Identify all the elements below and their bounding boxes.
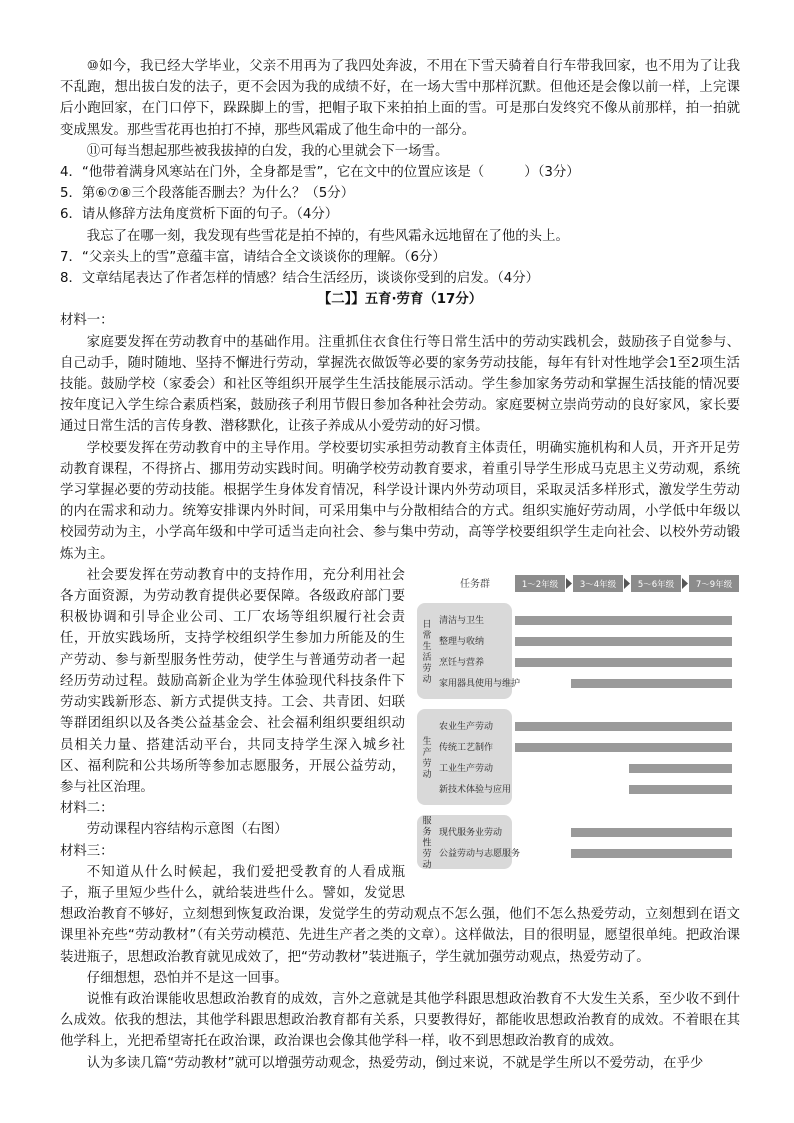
task-bar [629,785,732,794]
task-label: 现代服务业劳动 [439,827,503,838]
group-label-char: 生 [422,736,432,747]
group-label-char: 产 [422,747,432,758]
document-page [60,56,740,1074]
task-label: 公益劳动与志愿服务 [439,848,521,859]
paragraph-10: ⑩如今，我已经大学毕业，父亲不用再为了我四处奔波，不用在下雪天骑着自行车带我回家，也不用为了让我不乱跑，想出拔白发的法子，更不会因为我的成绩不好，在一场大雪中那样沉默。但他还是会像以前一样，上完课后小跑回家，在门口停下，跺跺脚上的雪，把帽子取下来拍拍上面的雪。可是那白发终究不像从前那样，拍一拍就变成黑发。那些雪花再也拍打不掉，那些风霜成了他生命中的一部分。 [60,59,740,138]
grade-header-label: 1～2年级 [521,579,559,590]
material-3-paragraph-2: 仔细想想，恐怕并不是这一回事。 [86,970,288,986]
task-label: 家用器具使用与维护 [439,678,521,689]
paragraph-11: ⑪可每当想起那些被我拔掉的白发，我的心里就会下一场雪。 [86,143,449,159]
question-7: 7．“父亲头上的雪”意蕴丰富，请结合全文谈谈你的理解。（6分） [60,249,446,265]
group-label-char: 日 [422,619,432,630]
question-6-sentence: 我忘了在哪一刻，我发现有些雪花是拍不掉的，有些风霜永远地留在了他的头上。 [86,228,569,244]
task-label: 传统工艺制作 [439,742,494,753]
task-label: 新技术体验与应用 [439,784,512,795]
labor-course-structure-figure [415,569,740,881]
task-bar [629,764,732,773]
task-label: 工业生产劳动 [439,763,494,774]
material-1-label: 材料一： [60,313,114,329]
question-5: 5．第⑥⑦⑧三个段落能否删去？为什么？（5分） [60,186,355,202]
group-label-char: 劳 [422,849,432,860]
group-label-char: 动 [422,674,432,685]
group-label-char: 动 [422,860,432,871]
task-bar [515,722,732,731]
task-bar [515,637,732,646]
task-label: 整理与收纳 [439,636,485,647]
material-3-paragraph-4: 认为多读几篇“劳动教材”就可以增强劳动观念，热爱劳动，倒过来说，不就是学生所以不爱劳动，在乎少 [86,1055,704,1071]
question-4: 4．“他带着满身风寒站在门外，全身都是雪”，它在文中的位置应该是（ ）（3分） [60,165,580,181]
group-label-char: 性 [422,838,432,849]
task-label: 农业生产劳动 [439,721,494,732]
group-label-char: 常 [422,630,432,641]
task-bar [515,658,732,667]
task-bar [515,616,732,625]
grade-header-label: 7～9年级 [695,579,733,590]
section-title: 【二】】五育·劳育（17分） [317,292,483,308]
material-2-label: 材料二： [60,801,114,817]
task-bar [515,743,732,752]
grade-header-label: 5～6年级 [637,579,675,590]
group-label-char: 动 [422,769,432,780]
grade-arrow-icon [566,578,572,589]
grade-header-label: 3～4年级 [579,579,617,590]
group-label-char: 劳 [422,758,432,769]
question-6: 6．请从修辞方法角度赏析下面的句子。（4分） [60,207,339,223]
material-3-paragraph-1: 不知道从什么时候起，我们爱把受教育的人看成瓶子，瓶子里短少些什么，就给装进些什么。譬如，发觉思想政治教育不够好，立刻想到恢复政治课，发觉学生的劳动观点不怎么强，他们不怎么热爱劳动，立刻想到在语文课里补充些“劳动教材”（有关劳动模范、先进生产者之类的文章）。这样做法，目的很明显，愿望很单纯。把政治课装进瓶子，思想政治教育就见成效了，把“劳动教材”装进瓶子，学生就加强劳动观点，热爱劳动了。 [60,864,740,965]
labor-course-chart [415,569,740,881]
material-1-paragraph-3: 社会要发挥在劳动教育中的支持作用，充分利用社会各方面资源，为劳动教育提供必要保障。各级政府部门要积极协调和引导企业公司、工厂农场等组织履行社会责任，开放实践场所，支持学校组织学生参加力所能及的生产劳动、参与新型服务性劳动，使学生与普通劳动者一起经历劳动过程。鼓励高新企业为学生体验现代科技条件下劳动实践新形态、新方式提供支持。工会、共青团、妇联等群团组织以及各类公益基金会、社会福利组织要组织动员相关力量、搭建活动平台，共同支持学生深入城乡社区、福利院和公共场所等参加志愿服务，开展公益劳动，参与社区治理。 [60,567,405,795]
material-2-caption: 劳动课程内容结构示意图（右图） [86,822,288,838]
grade-arrow-icon [682,578,688,589]
chart-header-label: 任务群 [460,578,490,590]
material-1-paragraph-2: 学校要发挥在劳动教育中的主导作用。学校要切实承担劳动教育主体责任，明确实施机构和人员，开齐开足劳动教育课程，不得挤占、挪用劳动实践时间。明确学校劳动教育要求，着重引导学生形成马克思主义劳动观，系统学习掌握必要的劳动技能。根据学生身体发育情况，科学设计课内外劳动项目，采取灵活多样形式，激发学生劳动的内在需求和动力。统筹安排课内外时间，可采用集中与分散相结合的方式。组织实施好劳动周，小学低中年级以校园劳动为主，小学高年级和中学可适当走向社会、参与集中劳动，高等学校要组织学生走向社会、以校外劳动锻炼为主。 [60,440,740,562]
grade-arrow-icon [624,578,630,589]
group-label-char: 务 [422,827,432,838]
material-1-paragraph-1: 家庭要发挥在劳动教育中的基础作用。注重抓住衣食住行等日常生活中的劳动实践机会，鼓励孩子自觉参与、自己动手，随时随地、坚持不懈进行劳动，掌握洗衣做饭等必要的家务劳动技能，每年有针对性地学会1至2项生活技能。鼓励学校（家委会）和社区等组织开展学生生活技能展示活动。学生参加家务劳动和掌握生活技能的情况要按年度记入学生综合素质档案，鼓励孩子利用节假日参加各种社会劳动。家庭要树立崇尚劳动的良好家风，家长要通过日常生活的言传身教、潜移默化，让孩子养成从小爱劳动的好习惯。 [60,334,740,435]
group-label-char: 服 [422,816,432,827]
task-bar [571,828,732,837]
question-8: 8．文章结尾表达了作者怎样的情感？结合生活经历，谈谈你受到的启发。（4分） [60,271,540,287]
material-3-label: 材料三： [60,843,114,859]
group-label-char: 劳 [422,663,432,674]
task-bar [571,849,732,858]
task-label: 清洁与卫生 [439,615,485,626]
group-label-char: 活 [422,652,432,663]
task-bar [571,679,732,688]
material-3-paragraph-3: 说惟有政治课能收思想政治教育的成效，言外之意就是其他学科跟思想政治教育不大发生关系，至少收不到什么成效。依我的想法，其他学科跟思想政治教育都有关系，只要教得好，都能收思想政治教育的成效。不着眼在其他学科上，光把希望寄托在政治课，政治课也会像其他学科一样，收不到思想政治教育的成效。 [60,991,740,1050]
task-label: 烹饪与营养 [439,657,485,668]
group-label-char: 生 [422,641,432,652]
